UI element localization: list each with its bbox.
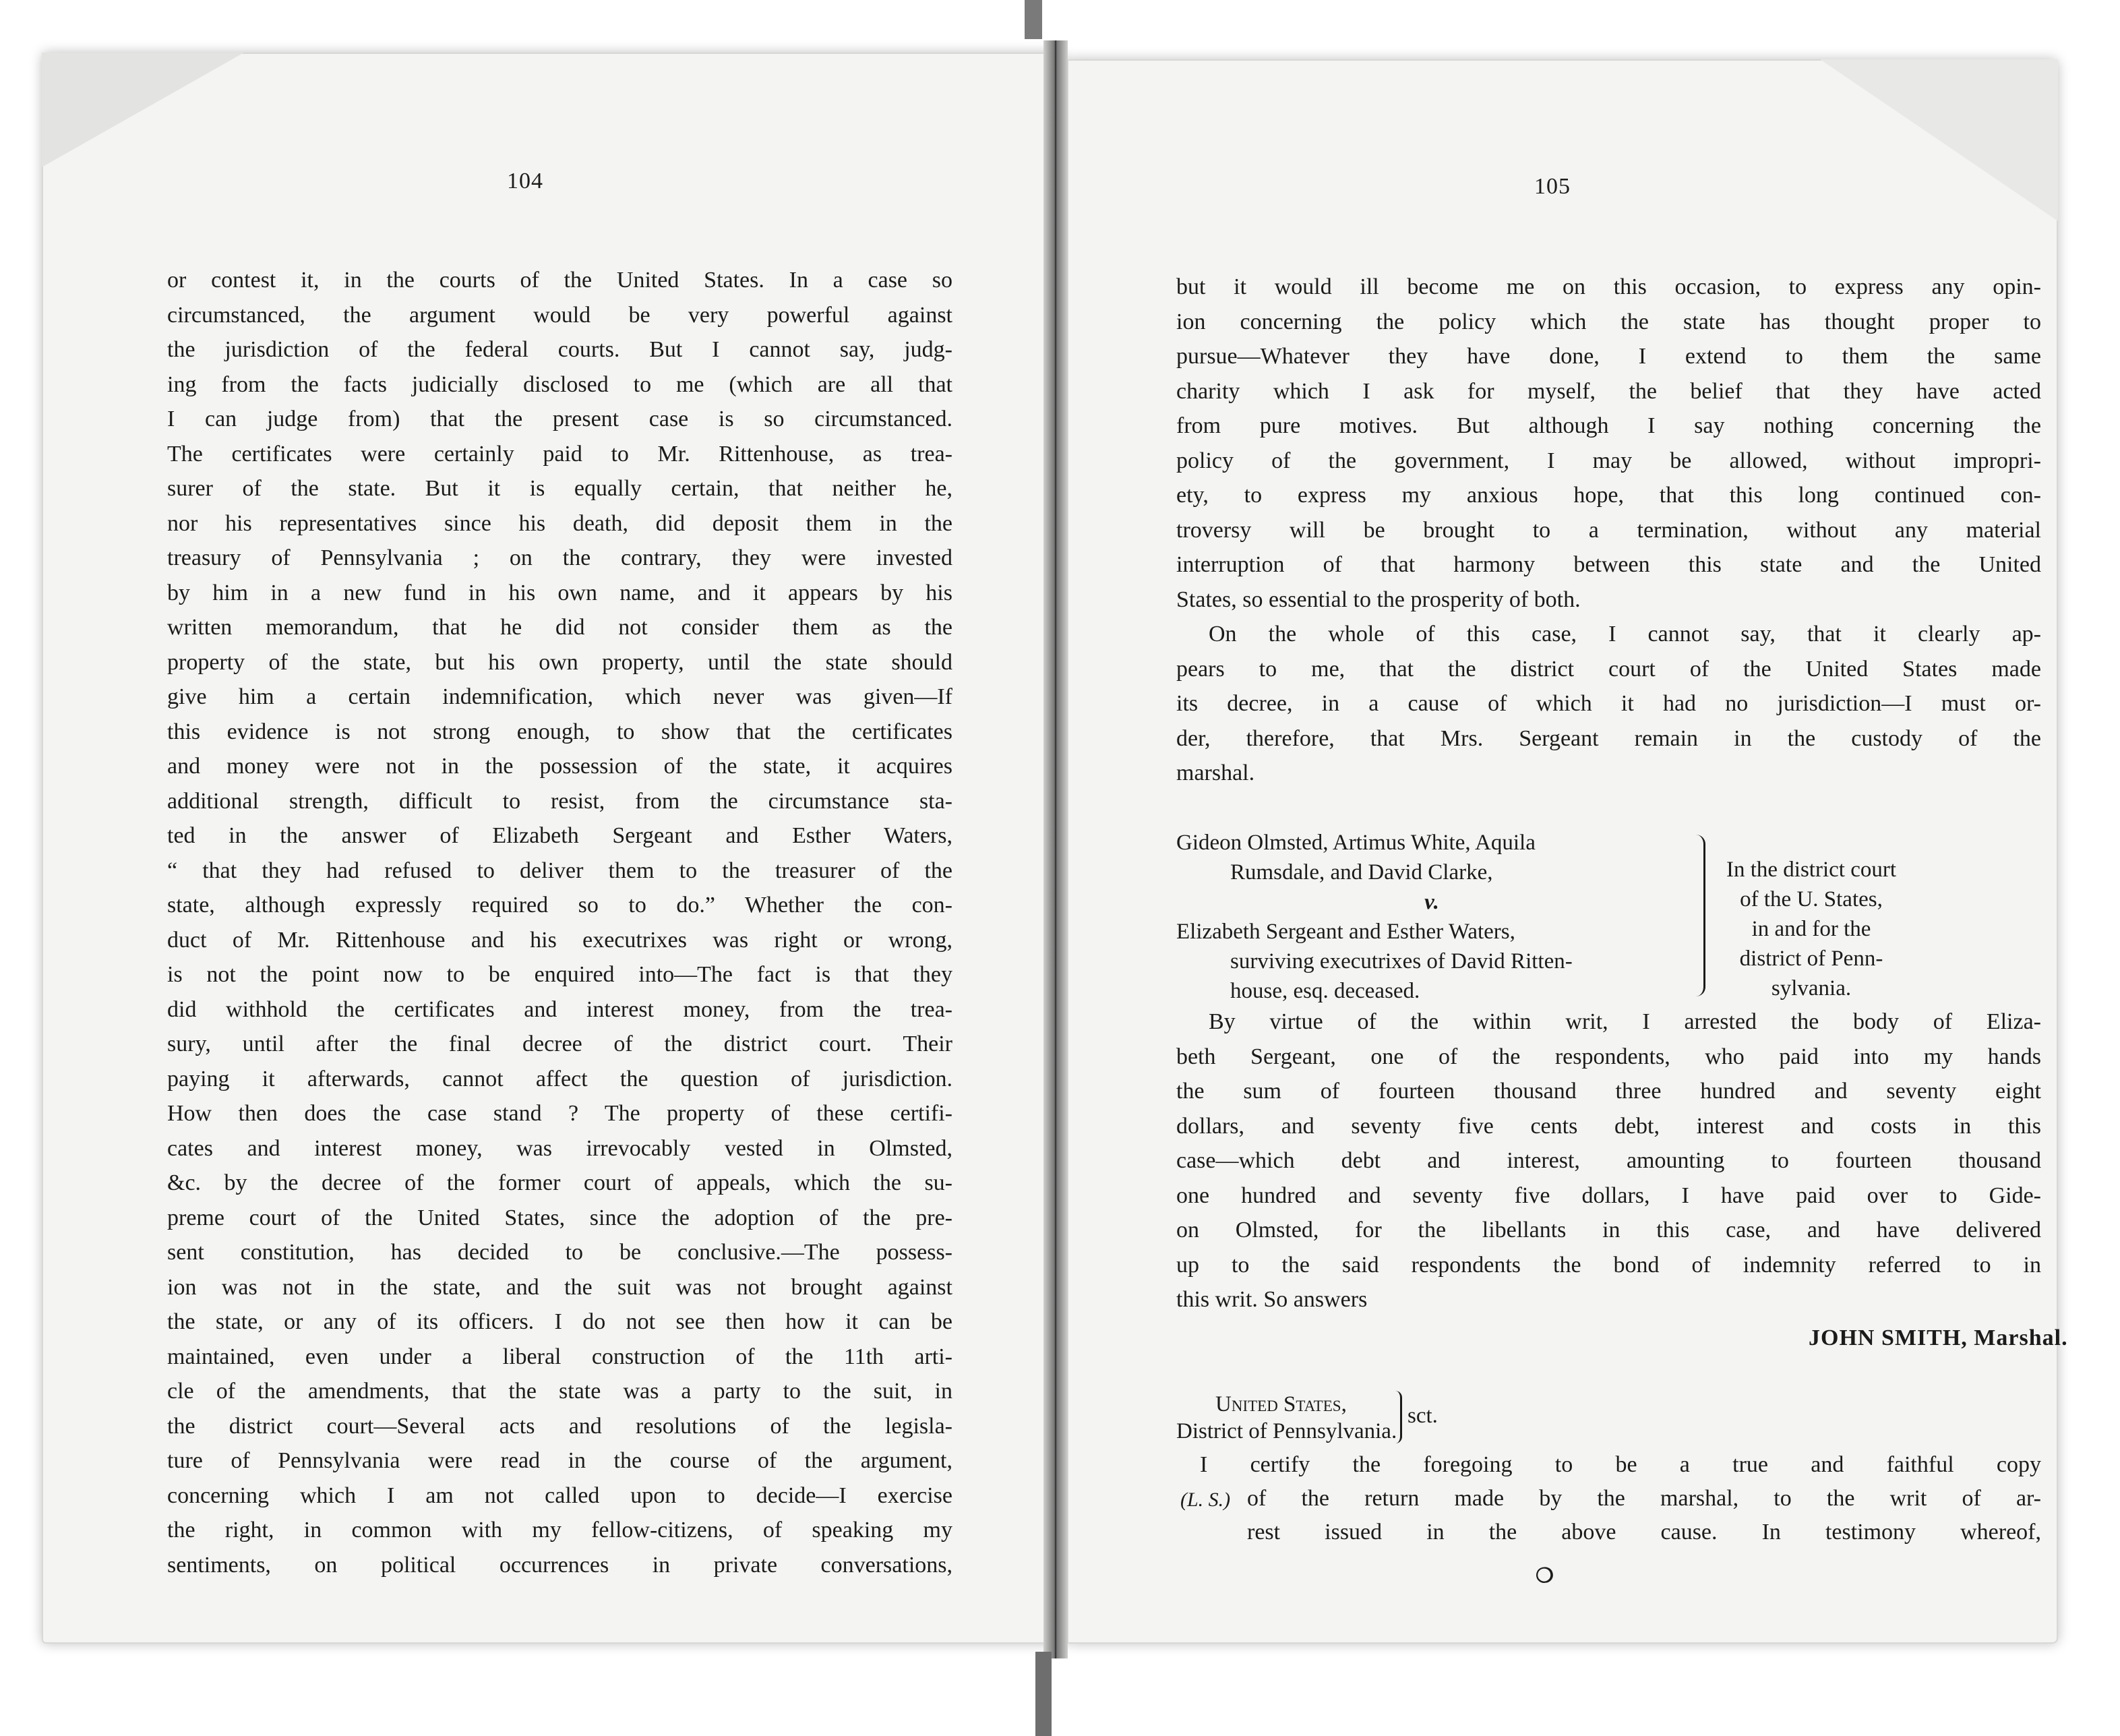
text-line: this writ. So answers bbox=[1176, 1287, 1368, 1312]
text-line: troversy will be brought to a termination, without any material bbox=[1176, 517, 2041, 543]
text-line: “ that they had refused to deliver them to the treasurer of the bbox=[167, 858, 952, 883]
text-line: case—which debt and interest, amounting to fourteen thousand bbox=[1176, 1148, 2041, 1173]
bookmark-ribbon-bottom bbox=[1035, 1652, 1052, 1736]
text-line: ion concerning the policy which the state has thought proper to bbox=[1176, 309, 2041, 334]
text-line: sury, until after the final decree of the district court. Their bbox=[167, 1031, 952, 1056]
certificate-line: of the return made by the marshal, to the writ of ar- bbox=[1247, 1486, 2041, 1511]
text-line: ion was not in the state, and the suit was not brought against bbox=[167, 1274, 952, 1300]
text-line: give him a certain indemnification, which never was given—If bbox=[167, 684, 952, 709]
text-line: policy of the government, I may be allowed, without impropri- bbox=[1176, 448, 2041, 473]
page-number-left: 104 bbox=[507, 169, 543, 193]
text-line: cates and interest money, was irrevocably vested in Olmsted, bbox=[167, 1135, 952, 1161]
left-page bbox=[42, 53, 1063, 1644]
text-line: or contest it, in the courts of the United States. In a case so bbox=[167, 268, 952, 293]
text-line: ted in the answer of Elizabeth Sergeant and Esther Waters, bbox=[167, 823, 952, 848]
caption-brace bbox=[1690, 835, 1705, 996]
jurisdiction-line: United States, bbox=[1215, 1392, 1347, 1416]
case-caption bbox=[1176, 828, 2041, 1003]
text-line: I can judge from) that the present case is so circumstanced. bbox=[167, 407, 952, 431]
text-line: ety, to express my anxious hope, that this long continued con- bbox=[1176, 483, 2041, 508]
party-line: Rumsdale, and David Clarke, bbox=[1230, 860, 1493, 885]
text-line: cle of the amendments, that the state was a party to the suit, in bbox=[167, 1379, 952, 1404]
text-line: from pure motives. But although I say nothing concerning the bbox=[1176, 413, 2041, 438]
party-line: Elizabeth Sergeant and Esther Waters, bbox=[1176, 920, 1515, 944]
text-line: duct of Mr. Rittenhouse and his executrixes was right or wrong, bbox=[167, 927, 952, 953]
text-line: &c. by the decree of the former court of appeals, which the su- bbox=[167, 1170, 952, 1195]
text-line: by him in a new fund in his own name, and it appears by his bbox=[167, 580, 952, 605]
text-line: property of the state, but his own property, until the state should bbox=[167, 649, 952, 675]
text-line: nor his representatives since his death, did deposit them in the bbox=[167, 510, 952, 536]
text-line: the right, in common with my fellow-citizens, of speaking my bbox=[167, 1518, 952, 1543]
jurisdiction-heading bbox=[1176, 1391, 1397, 1445]
party-line: surviving executrixes of David Ritten- bbox=[1230, 949, 1573, 974]
text-line: and money were not in the possession of the state, it acquires bbox=[167, 754, 952, 779]
text-line: sentiments, on political occurrences in private conversations, bbox=[167, 1552, 952, 1578]
text-line: preme court of the United States, since the adoption of the pre- bbox=[167, 1205, 952, 1230]
text-line: but it would ill become me on this occasion, to express any opin- bbox=[1176, 274, 2041, 299]
text-line: state, although expressly required so to do.” Whether the con- bbox=[167, 893, 952, 918]
folded-corner-left bbox=[42, 53, 244, 167]
court-line: in and for the bbox=[1751, 917, 1871, 941]
text-line: up to the said respondents the bond of indemnity referred to in bbox=[1176, 1252, 2041, 1278]
certificate-line: rest issued in the above cause. In testimony whereof, bbox=[1247, 1520, 2041, 1545]
text-line: is not the point now to be enquired into—The fact is that they bbox=[167, 962, 952, 987]
party-line: house, esq. deceased. bbox=[1230, 979, 1420, 1003]
text-line: interruption of that harmony between this state and the United bbox=[1176, 552, 2041, 577]
text-line: charity which I ask for myself, the belief that they have acted bbox=[1176, 378, 2041, 404]
versus-label: v. bbox=[1424, 890, 1439, 914]
text-line: paying it afterwards, cannot affect the question of jurisdiction. bbox=[167, 1066, 952, 1091]
text-line: the district court—Several acts and resolutions of the legisla- bbox=[167, 1413, 952, 1439]
text-line: The certificates were certainly paid to Mr. Rittenhouse, as trea- bbox=[167, 441, 952, 467]
text-line: on Olmsted, for the libellants in this case, and have delivered bbox=[1176, 1218, 2041, 1243]
party-line: Gideon Olmsted, Artimus White, Aquila bbox=[1176, 831, 1536, 855]
right-page-opinion-text bbox=[1176, 270, 2041, 791]
jurisdiction-line: District of Pennsylvania. bbox=[1176, 1419, 1397, 1443]
text-line: did withhold the certificates and interest money, from the trea- bbox=[167, 996, 952, 1022]
text-line: the jurisdiction of the federal courts. But I cannot say, judg- bbox=[167, 337, 952, 362]
court-line: district of Penn- bbox=[1739, 947, 1883, 971]
left-page-text bbox=[167, 263, 952, 1582]
text-line: der, therefore, that Mrs. Sergeant remain in the custody of the bbox=[1176, 725, 2041, 751]
text-line: additional strength, difficult to resist, from the circumstance sta- bbox=[167, 788, 952, 814]
text-line: marshal. bbox=[1176, 760, 1255, 785]
text-line: pears to me, that the district court of the United States made bbox=[1176, 656, 2041, 682]
text-line: surer of the state. But it is equally certain, that neither he, bbox=[167, 476, 952, 501]
text-line: this evidence is not strong enough, to show that the certificates bbox=[167, 719, 952, 744]
folded-corner-right bbox=[1820, 59, 2058, 221]
text-line: circumstanced, the argument would be very powerful against bbox=[167, 302, 952, 328]
text-line: States, so essential to the prosperity of both. bbox=[1176, 587, 1581, 612]
text-line: How then does the case stand ? The property of these certifi- bbox=[167, 1101, 952, 1126]
marshal-signature: JOHN SMITH, Marshal. bbox=[1809, 1325, 2068, 1350]
text-line: sent constitution, has decided to be conclusive.—The possess- bbox=[167, 1240, 952, 1265]
text-line: On the whole of this case, I cannot say, that it clearly ap- bbox=[1209, 622, 2041, 647]
marshal-return-text bbox=[1176, 1005, 2041, 1317]
text-line: pursue—Whatever they have done, I extend to them the same bbox=[1176, 344, 2041, 369]
court-designation bbox=[1710, 855, 1912, 1003]
case-parties bbox=[1176, 828, 1687, 1006]
catchmark: ❍ bbox=[1536, 1565, 1554, 1587]
page-number-right: 105 bbox=[1534, 174, 1571, 199]
text-line: concerning which I am not called upon to decide—I exercise bbox=[167, 1483, 952, 1508]
text-line: beth Sergeant, one of the respondents, who paid into my hands bbox=[1176, 1044, 2041, 1069]
seal-mark: (L. S.) bbox=[1180, 1489, 1231, 1511]
text-line: ture of Pennsylvania were read in the course of the argument, bbox=[167, 1448, 952, 1473]
text-line: By virtue of the within writ, I arrested the body of Eliza- bbox=[1209, 1009, 2041, 1034]
right-page bbox=[1067, 59, 2068, 1644]
book-gutter bbox=[1043, 40, 1068, 1658]
text-line: one hundred and seventy five dollars, I have paid over to Gide- bbox=[1176, 1183, 2041, 1208]
text-line: maintained, even under a liberal construction of the 11th arti- bbox=[167, 1344, 952, 1369]
text-line: dollars, and seventy five cents debt, interest and costs in this bbox=[1176, 1113, 2041, 1139]
court-line: of the U. States, bbox=[1740, 887, 1883, 911]
court-line: In the district court bbox=[1726, 858, 1896, 882]
bookmark-ribbon-top bbox=[1025, 0, 1042, 39]
text-line: the state, or any of its officers. I do not see then how it can be bbox=[167, 1309, 952, 1334]
text-line: written memorandum, that he did not consider them as the bbox=[167, 615, 952, 640]
jurisdiction-brace bbox=[1389, 1391, 1402, 1443]
certificate-line: I certify the foregoing to be a true and faithful copy bbox=[1200, 1452, 2041, 1477]
text-line: the sum of fourteen thousand three hundred and seventy eight bbox=[1176, 1079, 2041, 1104]
text-line: ing from the facts judicially disclosed to me (which are all that bbox=[167, 371, 952, 397]
text-line: treasury of Pennsylvania ; on the contrary, they were invested bbox=[167, 545, 952, 570]
court-line: sylvania. bbox=[1771, 976, 1852, 1000]
sct-label: sct. bbox=[1407, 1404, 1438, 1428]
text-line: its decree, in a cause of which it had no jurisdiction—I must or- bbox=[1176, 691, 2041, 716]
